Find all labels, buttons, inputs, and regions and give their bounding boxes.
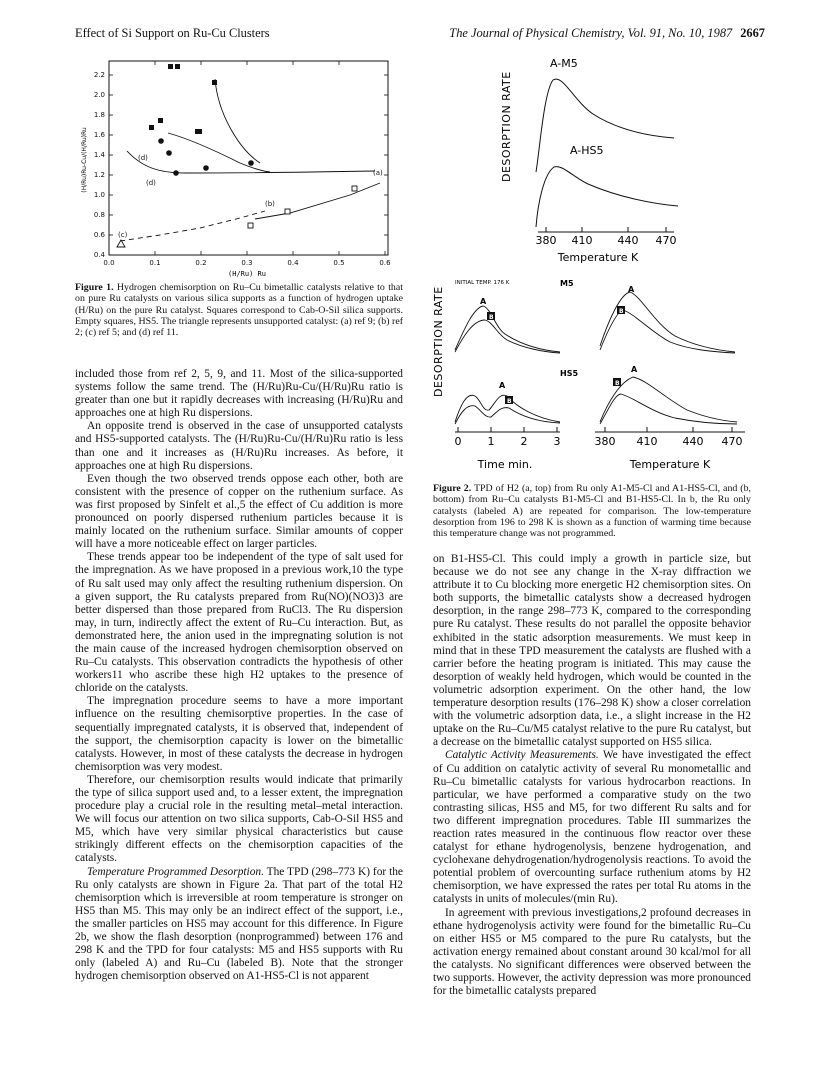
paragraph-tpd [75, 866, 403, 984]
paragraph: included those from ref 2, 5, 9, and 11. Most of the silica-supported systems follow the same trend. The (H/Ru)Ru-Cu/(H/Ru)Ru ratio is greater than one but it rapidly decreases with increasing (H/Ru)Ru and approaches one at high Ru dispersions. [75, 368, 403, 420]
figure-1-caption-text: Hydrogen chemisorption on Ru–Cu bimetallic catalysts relative to that on pure Ru catalysts on various silica supports as a function of hydrogen uptake (H/Ru) on the pure Ru catalyst. Squares correspond to Cab-O-Sil silica supports. Empty squares, HS5. The triangle represents unsupported catalyst: (a) ref 9; (b) ref 2; (c) ref 5; and (d) ref 11. [75, 282, 404, 339]
label-b: B [507, 398, 512, 405]
paragraph-catalytic [433, 749, 751, 906]
time-x-label: Time min. [477, 458, 533, 471]
y-tick: 0.4 [93, 251, 105, 259]
time-ticks [455, 435, 561, 448]
time-tick: 0 [454, 435, 462, 448]
temp-tick: 410 [571, 234, 593, 247]
catalytic-text: We have investigated the effect of Cu addition on catalytic activity of several Ru monometallic and Ru–Cu bimetallic catalysts for various hydrocarbon reactions. In particular, we have performed a comparative study on the two contrasting silicas, HS5 and M5, for two different Ru salts and for two different impregnation procedures. Table III summarizes the reaction rates measured in the continuous flow reactor over these catalyst for ethane hydrogenolysis, benzene hydrogenation, and cyclohexane dehydrogenation/hydrogenolysis reactions. To avoid the potential problem of overcounting surface ruthenium atoms by H2 chemisorption, we have expressed the rates per total Ru atoms in the catalysts in units of molecules/(min Ru). [433, 749, 751, 906]
x-tick-labels [103, 259, 391, 267]
curve-a-hs5 [536, 167, 678, 227]
y-tick: 0.8 [93, 211, 105, 219]
section-heading-catalytic: Catalytic Activity Measurements. [445, 749, 599, 762]
curve-steep [215, 79, 260, 163]
figure-2b [425, 272, 755, 477]
annotation-a: (a) [373, 169, 383, 177]
x-axis-label: (H/Ru) Ru [228, 270, 266, 278]
figure-2-caption-label: Figure 2. [433, 483, 472, 494]
page-number: 2667 [740, 26, 765, 40]
figure-1-caption-label: Figure 1. [75, 282, 114, 293]
tpd-text: The TPD (298–773 K) for the Ru only catalysts are shown in Figure 2a. That part of the total H2 chemisorption which is irreversible at room temperature is stronger on HS5 than M5. This may only be an indirect effect of the support, i.e., the smaller particles on HS5 may account for this difference. In Figure 2b, we show the flash desorption (nonprogrammed) between 176 and 298 K and the TPD for four catalysts: M5 and HS5 supports with Ru only (labeled A) and Ru–Cu (labeled B). Note that the stronger hydrogen chemisorption observed on A1-HS5-Cl is not apparent [75, 865, 403, 983]
paragraph: An opposite trend is observed in the case of unsupported catalysts and HS5-supported catalysts. The (H/Ru)Ru-Cu/(H/Ru)Ru ratio is less than one and it increases as (H/Ru)Ru increases. As before, it approaches one at high Ru dispersions. [75, 420, 403, 472]
x-tick: 0.4 [287, 259, 299, 267]
y-tick: 0.6 [93, 231, 105, 239]
temp-tick: 440 [617, 234, 639, 247]
label-a: A [480, 297, 487, 306]
label-hs5: HS5 [560, 369, 579, 378]
x-tick: 0.6 [379, 259, 391, 267]
running-header-right [449, 26, 765, 41]
temp-tick: 440 [682, 435, 704, 448]
y-axis-label: (H/Ru)Ru-Cu/(H/Ru)Ru [81, 127, 88, 193]
annotation-d: (d) [138, 154, 148, 162]
temp-tick: 470 [655, 234, 677, 247]
paragraph: These trends appear too be independent of the type of salt used for the impregnation. As we have proposed in a previous work,10 the type of Ru salt used may only affect the resulting ruthenium dispersion. On a given support, the Ru catalysts prepared from Ru(NO)(NO3)3 are better dispersed than those prepared from RuCl3. The Ru dispersion may, in turn, indirectly affect the extent of Ru–Cu interaction. But, as demonstrated here, the anion used in the impregnating solution is not the main cause of the increased hydrogen chemisorption observed on Ru–Cu catalysts. This observation contradicts the hypothesis of other workers11 who ascribe these high H2 uptakes to the presence of chloride on the catalysts. [75, 551, 403, 695]
x-tick: 0.1 [149, 259, 161, 267]
top-temp-ticks [536, 234, 677, 247]
initial-temp-label: INITIAL TEMP. 176 K [455, 280, 510, 286]
label-b: B [615, 380, 620, 387]
paragraph: on B1-HS5-Cl. This could imply a growth in particle size, but because we do not see any change in the X-ray diffraction we attribute it to Cu blocking more energetic H2 chemisorption sites. On both supports, the bimetallic catalysts show a decreased hydrogen desorption, in the range 298–773 K, compared to the corresponding pure Ru catalyst. These results do not parallel the opposite behavior exhibited in the static adsorption measurements. We must keep in mind that in these TPD measurement the catalysts are flushed with a carrier before the heating program is initiated. This may cause the desorption of weakly held hydrogen, which would be counted in the volumetric adsorption experiment. On the other hand, the low temperature desorption results (176–298 K) show a closer correlation with the volumetric adsorption data, i.e., a slight increase in the H2 uptake on the Ru–Cu/M5 catalyst relative to the pure Ru catalyst, but a decrease on the bimetallic catalyst supported on HS5 silica. [433, 553, 751, 749]
figure-2a-plot [478, 52, 728, 267]
annotation-c: (c) [118, 231, 128, 239]
annotation-d2: (d) [146, 179, 156, 187]
temp-tick: 380 [594, 435, 616, 448]
left-column [75, 368, 403, 983]
filled-markers [149, 64, 254, 176]
open-markers [117, 186, 357, 247]
right-column [433, 553, 751, 998]
temp-tick: 380 [535, 234, 557, 247]
x-tick: 0.5 [333, 259, 345, 267]
temp-tick: 410 [636, 435, 658, 448]
annotation-b: (b) [265, 200, 275, 208]
top-y-label: DESORPTION RATE [500, 71, 513, 182]
time-tick: 2 [520, 435, 528, 448]
x-tick: 0.2 [195, 259, 207, 267]
y-tick: 1.0 [93, 191, 105, 199]
time-tick: 3 [553, 435, 561, 448]
label-b: B [489, 314, 494, 321]
y-tick: 1.4 [93, 151, 105, 159]
figure-2-caption-text: TPD of H2 (a, top) from Ru only A1-M5-Cl and A1-HS5-Cl, and (b, bottom) from Ru–Cu catalysts B1-M5-Cl and B1-HS5-Cl. In b, the Ru only catalysts (labeled A) are repeated for comparison. The low-temperature desorption from 196 to 298 K is shown as a function of warming time because this temperature change was not programmed. [433, 483, 752, 540]
y-tick: 1.8 [93, 111, 105, 119]
temp-tick: 470 [721, 435, 743, 448]
section-heading-tpd: Temperature Programmed Desorption. [87, 865, 264, 878]
figure-2-caption [433, 483, 751, 539]
figure-1 [80, 55, 400, 280]
running-header-left: Effect of Si Support on Ru-Cu Clusters [75, 26, 270, 40]
temp-x-label: Temperature K [629, 458, 711, 471]
figure-1-plot [80, 55, 400, 280]
label-a-m5: A-M5 [550, 57, 578, 70]
curve-upper [168, 133, 270, 172]
curve-a-m5 [536, 79, 674, 172]
figure-2b-plot [425, 272, 755, 477]
paragraph: In agreement with previous investigations,2 profound decreases in ethane hydrogenolysis activity were found for the bimetallic Ru–Cu on either HS5 or M5 compared to the pure Ru catalysts, but the activation energy remained about constant around 30 kcal/mol for all the catalysts. No significant differences were observed between the two supports. However, the activity depression was more pronounced for the bimetallic catalysts prepared [433, 906, 751, 998]
journal-citation: The Journal of Physical Chemistry, Vol. 91, No. 10, 1987 [449, 26, 733, 40]
y-tick: 2.2 [93, 71, 105, 79]
label-m5: M5 [560, 279, 574, 288]
curve-c [120, 211, 265, 241]
x-tick: 0.3 [241, 259, 253, 267]
y-tick: 1.6 [93, 131, 105, 139]
figure-2a [478, 52, 728, 267]
figure-1-caption [75, 282, 403, 338]
label-a-hs5: A-HS5 [570, 144, 604, 157]
label-a: A [631, 365, 638, 374]
x-tick: 0.0 [103, 259, 115, 267]
y-tick: 1.2 [93, 171, 105, 179]
label-a: A [499, 381, 506, 390]
bottom-y-label: DESORPTION RATE [432, 286, 445, 397]
label-a: A [628, 285, 635, 294]
time-tick: 1 [487, 435, 495, 448]
temp-ticks [595, 435, 743, 448]
y-tick: 2.0 [93, 91, 105, 99]
paragraph: The impregnation procedure seems to have a more important influence on the resulting chemisorptive properties. In the case of sequentially impregnated catalysts, it is observed that, independent of the support, the chemisorption capacity is lower on the bimetallic catalysts. However, in most of these catalysts the decrease in hydrogen chemisorption was very modest. [75, 695, 403, 773]
label-b: B [619, 308, 624, 315]
top-x-label: Temperature K [557, 251, 639, 264]
y-tick-labels [94, 71, 106, 259]
paragraph: Therefore, our chemisorption results would indicate that primarily the type of silica support used and, to a lesser extent, the impregnation procedure play a crucial role in the resulting metal–metal interaction. We will focus our attention on two silica supports, Cab-O-Sil HS5 and M5, which have very similar physical characteristics but cause strikingly different effects on the chemisorption capacities of the catalysts. [75, 773, 403, 865]
paragraph: Even though the two observed trends oppose each other, both are consistent with the presence of copper on the ruthenium surface. As was first proposed by Sinfelt et al.,5 the effect of Cu addition is more pronounced on poorly dispersed ruthenium particles because it is mainly located on the ruthenium surface. Similar amounts of copper will have a more noticeable effect on larger particles. [75, 472, 403, 551]
